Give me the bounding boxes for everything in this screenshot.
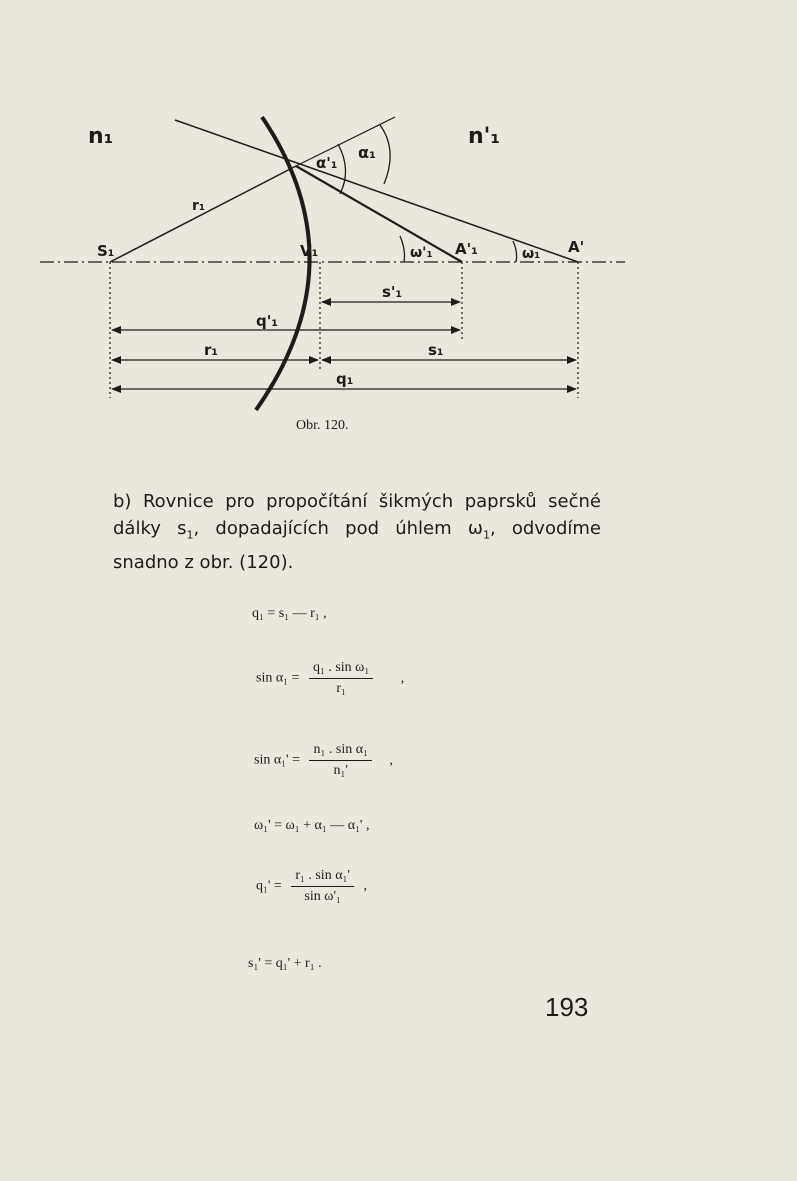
- eq5-denominator: sin ω'₁: [304, 889, 341, 904]
- eq3-tail: ,: [389, 752, 393, 768]
- label-q1p: q'₁: [256, 312, 278, 330]
- figure-caption: Obr. 120.: [296, 418, 349, 433]
- text-sub-2: 1: [482, 528, 490, 542]
- text-part-1: b) Rovnice pro propočítání šikmých paprsků sečné dálky s: [113, 491, 601, 539]
- eq2-denominator: r₁: [336, 681, 346, 696]
- figure-120: [0, 0, 797, 440]
- eq5-numerator: r₁ . sin α₁': [291, 868, 354, 887]
- refracting-surface: [256, 117, 310, 410]
- label-r1: r₁: [204, 341, 218, 359]
- equation-1: q₁ = s₁ — r₁ ,: [252, 606, 327, 621]
- label-n1: n₁: [88, 124, 114, 149]
- refracted-ray: [296, 166, 462, 262]
- text-sub-1: 1: [186, 528, 194, 542]
- equation-3: [254, 742, 393, 779]
- equation-4: ω₁' = ω₁ + α₁ — α₁' ,: [254, 818, 370, 833]
- text-part-3: , odvodíme snadno z obr. (120).: [113, 518, 601, 573]
- label-omega1p: ω'₁: [410, 245, 433, 261]
- eq3-denominator: n₁': [333, 763, 348, 778]
- label-Ap: A': [568, 238, 585, 256]
- label-alpha1: α₁: [358, 143, 376, 162]
- label-r1-ray: r₁: [192, 198, 206, 214]
- equation-5: [256, 868, 367, 905]
- normal-extension: [296, 117, 395, 166]
- eq2-numerator: q₁ . sin ω₁: [309, 660, 373, 679]
- label-S1: S₁: [97, 242, 115, 260]
- label-V1: V₁: [300, 242, 319, 260]
- label-q1: q₁: [336, 370, 354, 388]
- eq3-lhs: sin α₁' =: [254, 752, 300, 768]
- eq3-fraction: [309, 742, 371, 779]
- eq2-fraction: [309, 660, 373, 697]
- label-n1p: n'₁: [468, 124, 501, 149]
- label-alpha1p: α'₁: [316, 154, 338, 172]
- label-omega1: ω₁: [522, 246, 541, 262]
- label-A1p: A'₁: [455, 240, 478, 258]
- eq3-numerator: n₁ . sin α₁: [309, 742, 371, 761]
- omega1-arc: [513, 241, 517, 262]
- eq5-lhs: q₁' =: [256, 878, 282, 894]
- radius-line: [110, 166, 296, 262]
- equation-6: s₁' = q₁' + r₁ .: [248, 956, 322, 971]
- equation-2: [256, 660, 404, 697]
- eq2-tail: ,: [400, 670, 405, 686]
- eq2-lhs: sin α₁ =: [256, 670, 300, 686]
- eq5-tail: ,: [363, 878, 367, 894]
- label-s1p: s'₁: [382, 283, 403, 301]
- label-s1: s₁: [428, 341, 444, 359]
- eq5-fraction: [291, 868, 354, 905]
- text-part-2: , dopadajících pod úhlem ω: [193, 518, 483, 539]
- alpha1p-arc: [338, 144, 346, 194]
- page-number: 193: [545, 992, 589, 1022]
- body-paragraph: [113, 488, 601, 576]
- omega1p-arc: [400, 236, 405, 262]
- alpha1-arc: [380, 125, 390, 184]
- incident-ray: [175, 120, 578, 262]
